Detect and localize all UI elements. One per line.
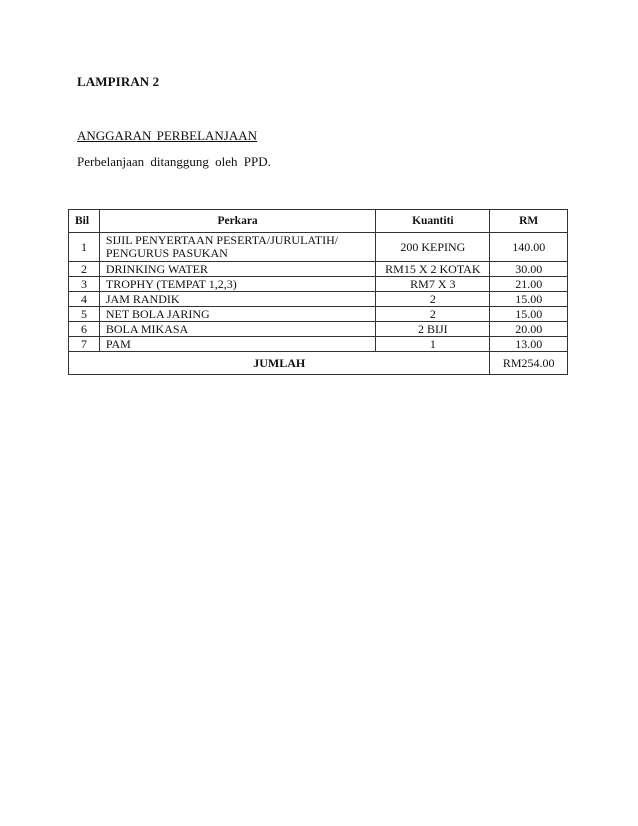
cell-kuantiti: RM15 X 2 KOTAK [376, 262, 490, 277]
table-total-row [69, 352, 568, 375]
cell-rm: 13.00 [490, 337, 568, 352]
cell-bil: 4 [69, 292, 100, 307]
cell-perkara-line: SIJIL PENYERTAAN PESERTA/JURULATIH/ [105, 233, 339, 247]
cell-bil: 1 [69, 233, 100, 262]
cell-kuantiti: 2 [376, 292, 490, 307]
cell-bil: 7 [69, 337, 100, 352]
budget-table [68, 209, 568, 375]
table-header-row [69, 210, 568, 233]
cell-rm: 15.00 [490, 307, 568, 322]
table-row [69, 307, 568, 322]
cell-perkara: JAM RANDIK [99, 292, 375, 307]
cell-bil: 3 [69, 277, 100, 292]
table-row [69, 292, 568, 307]
cell-kuantiti: 2 [376, 307, 490, 322]
cell-rm: 15.00 [490, 292, 568, 307]
cell-kuantiti: 1 [376, 337, 490, 352]
cell-kuantiti: RM7 X 3 [376, 277, 490, 292]
table-row [69, 337, 568, 352]
cell-perkara: TROPHY (TEMPAT 1,2,3) [99, 277, 375, 292]
header-perkara: Perkara [99, 210, 375, 233]
cell-perkara: NET BOLA JARING [99, 307, 375, 322]
table-row [69, 262, 568, 277]
header-kuantiti: Kuantiti [376, 210, 490, 233]
header-bil: Bil [69, 210, 100, 233]
total-label: JUMLAH [69, 352, 490, 375]
document-note: Perbelanjaan ditanggung oleh PPD. [77, 154, 271, 169]
document-subheading: ANGGARAN PERBELANJAAN [77, 128, 258, 143]
cell-rm: 21.00 [490, 277, 568, 292]
cell-kuantiti: 200 KEPING [376, 233, 490, 262]
cell-rm: 30.00 [490, 262, 568, 277]
cell-bil: 6 [69, 322, 100, 337]
cell-kuantiti: 2 BIJI [376, 322, 490, 337]
header-rm: RM [490, 210, 568, 233]
cell-bil: 2 [69, 262, 100, 277]
cell-bil: 5 [69, 307, 100, 322]
total-value: RM254.00 [490, 352, 568, 375]
cell-rm: 140.00 [490, 233, 568, 262]
document-heading: LAMPIRAN 2 [77, 74, 160, 89]
cell-perkara [99, 233, 375, 262]
table-row [69, 233, 568, 262]
cell-perkara-line: PENGURUS PASUKAN [105, 246, 228, 260]
cell-perkara: BOLA MIKASA [99, 322, 375, 337]
table-row [69, 322, 568, 337]
table-row [69, 277, 568, 292]
cell-rm: 20.00 [490, 322, 568, 337]
cell-perkara: DRINKING WATER [99, 262, 375, 277]
cell-perkara: PAM [99, 337, 375, 352]
